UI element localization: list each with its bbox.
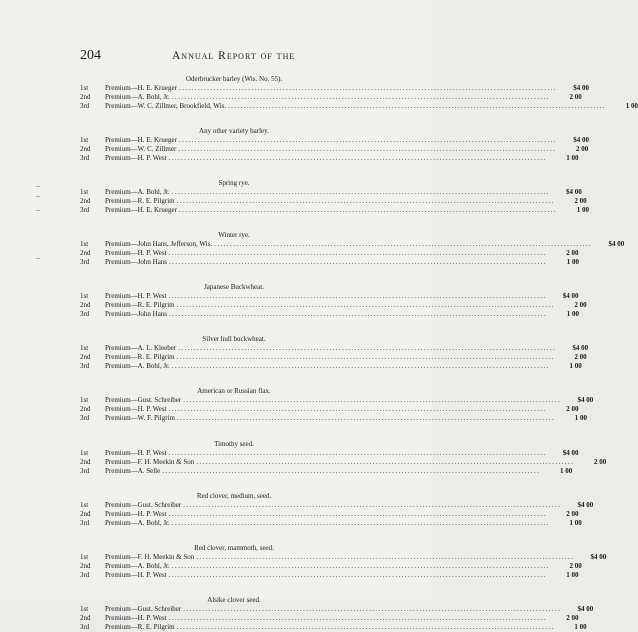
premium-amount: $4 00	[590, 553, 607, 561]
premium-winner: Premium—H. P. West	[105, 571, 167, 579]
premium-amount: 2 00	[574, 197, 587, 205]
premium-winner: Premium—R. E. Pilgrim	[105, 353, 175, 361]
dot-leader: ........................................................................................................................	[183, 605, 562, 613]
premium-row	[80, 344, 589, 353]
premium-section	[80, 595, 594, 632]
premium-amount: 1 00	[574, 623, 587, 631]
premium-row	[80, 249, 579, 258]
section-heading: Spring rye.	[218, 179, 250, 187]
premium-row	[80, 562, 582, 571]
premium-winner: Premium—H. E. Krueger	[105, 206, 177, 214]
premium-row	[80, 405, 579, 414]
premium-amount: 2 00	[574, 301, 587, 309]
dot-leader: ........................................................................................................................	[178, 145, 557, 153]
dot-leader: ........................................................................................................................	[176, 623, 555, 631]
premium-place: 3rd	[80, 519, 90, 527]
premium-section	[80, 74, 638, 111]
premium-row	[80, 501, 594, 510]
premium-amount: 1 00	[566, 258, 580, 266]
page-number: 204	[80, 48, 101, 63]
premium-winner: Premium—H. P. West	[105, 249, 167, 257]
premium-row	[80, 353, 587, 362]
premium-place: 1st	[80, 292, 89, 300]
premium-row	[80, 301, 587, 310]
dot-leader: ........................................................................................................................	[168, 249, 547, 257]
premium-place: 2nd	[80, 614, 91, 622]
premium-section	[80, 543, 607, 580]
premium-place: 2nd	[80, 405, 91, 413]
premium-amount: 1 00	[569, 362, 582, 370]
dot-leader: ........................................................................................................................	[169, 258, 548, 266]
section-heading: Silver hull buckwheat.	[202, 335, 266, 343]
dot-leader: ........................................................................................................................	[176, 301, 555, 309]
premium-winner: Premium—H. P. West	[105, 292, 167, 300]
premium-row	[80, 458, 607, 467]
dot-leader: ........................................................................................................................	[168, 405, 547, 413]
section-heading: Alsike clover seed.	[207, 596, 261, 604]
premium-winner: Premium—W. C. Zillmer	[105, 145, 177, 153]
premium-place: 3rd	[80, 206, 90, 214]
premium-place: 1st	[80, 553, 89, 561]
margin-mark	[36, 210, 40, 211]
premium-amount: 1 00	[569, 519, 582, 527]
premium-winner: Premium—R. E. Pilgrim	[105, 197, 175, 205]
dot-leader: ........................................................................................................................	[171, 519, 550, 527]
section-heading: Winter rye.	[218, 231, 250, 239]
dot-leader: ........................................................................................................................	[171, 562, 550, 570]
premium-listings	[80, 74, 638, 632]
premium-row	[80, 396, 594, 405]
section-heading: Oderbrucker barley (Wis. No. 55).	[185, 75, 283, 83]
premium-section	[80, 230, 625, 267]
premium-amount: 2 00	[566, 510, 579, 518]
dot-leader: ........................................................................................................................	[196, 458, 575, 466]
premium-amount: 2 00	[566, 405, 579, 413]
premium-amount: 1 00	[574, 414, 587, 422]
premium-row	[80, 614, 579, 623]
premium-winner: Premium—A. Bohl, Jr.	[105, 362, 170, 370]
premium-winner: Premium—H. E. Krueger	[105, 84, 177, 92]
premium-winner: Premium—H. P. West	[105, 449, 167, 457]
premium-row	[80, 102, 638, 111]
premium-winner: Premium—R. E. Pilgrim	[105, 301, 175, 309]
premium-place: 1st	[80, 136, 89, 144]
premium-amount: $4 00	[577, 501, 594, 509]
dot-leader: ........................................................................................................................	[178, 344, 557, 352]
premium-section	[80, 491, 594, 528]
dot-leader: ........................................................................................................................	[183, 501, 562, 509]
premium-place: 3rd	[80, 623, 90, 631]
premium-winner: Premium—H. P. West	[105, 510, 167, 518]
dot-leader: ........................................................................................................................	[168, 510, 547, 518]
premium-place: 1st	[80, 344, 89, 352]
premium-amount: 1 00	[576, 206, 589, 214]
dot-leader: ........................................................................................................................	[171, 362, 550, 370]
premium-amount: 2 00	[566, 249, 579, 257]
premium-section	[80, 386, 594, 423]
premium-amount: $4 00	[608, 240, 625, 248]
premium-amount: 2 00	[574, 353, 587, 361]
premium-winner: Premium—A. L. Kleeber	[105, 344, 177, 352]
premium-amount: 2 00	[566, 614, 579, 622]
premium-row	[80, 93, 582, 102]
premium-row	[80, 449, 579, 458]
margin-mark	[36, 196, 40, 197]
premium-amount: 1 00	[566, 154, 579, 162]
dot-leader: ........................................................................................................................	[176, 197, 555, 205]
dot-leader: ........................................................................................................................	[178, 136, 557, 144]
premium-section	[80, 439, 607, 476]
premium-winner: Premium—A. Bohl, Jr.	[105, 188, 170, 196]
margin-mark	[36, 186, 40, 187]
dot-leader: ........................................................................................................................	[171, 188, 550, 196]
premium-row	[80, 414, 587, 423]
premium-amount: $4 00	[572, 344, 589, 352]
premium-row	[80, 197, 587, 206]
premium-winner: Premium—A. Bohl, Jr.	[105, 519, 170, 527]
premium-row	[80, 467, 573, 476]
premium-winner: Premium—R. E. Pilgrim	[105, 623, 175, 631]
margin-mark	[36, 258, 40, 259]
premium-row	[80, 310, 580, 319]
premium-place: 3rd	[80, 467, 90, 475]
premium-place: 2nd	[80, 353, 91, 361]
premium-winner: Premium—John Hans	[105, 310, 168, 318]
premium-amount: 2 00	[576, 145, 589, 153]
premium-amount: $4 00	[566, 188, 582, 196]
premium-winner: Premium—F. H. Meekin & Son	[105, 553, 195, 561]
premium-amount: $4 00	[577, 396, 594, 404]
premium-row	[80, 84, 589, 93]
section-heading: Japanese Buckwheat.	[204, 283, 264, 291]
premium-winner: Premium—A. Bohl, Jr.	[105, 93, 170, 101]
premium-row	[80, 188, 582, 197]
premium-place: 3rd	[80, 571, 90, 579]
dot-leader: ........................................................................................................................	[162, 467, 541, 475]
premium-winner: Premium—Gust. Schreiber	[105, 396, 182, 404]
dot-leader: ........................................................................................................................	[168, 449, 547, 457]
premium-place: 2nd	[80, 249, 91, 257]
premium-row	[80, 605, 594, 614]
premium-amount: 1 00	[559, 467, 573, 475]
premium-place: 1st	[80, 605, 89, 613]
page-header	[80, 48, 370, 64]
premium-winner: Premium—Gust. Schreiber	[105, 501, 182, 509]
premium-place: 2nd	[80, 93, 91, 101]
premium-winner: Premium—W. C. Zillmer, Brookfield, Wis.	[105, 102, 226, 110]
premium-place: 2nd	[80, 510, 91, 518]
premium-amount: $4 00	[573, 84, 589, 92]
premium-place: 2nd	[80, 562, 91, 570]
premium-amount: $4 00	[577, 605, 594, 613]
premium-place: 3rd	[80, 310, 90, 318]
dot-leader: ........................................................................................................................	[176, 353, 555, 361]
premium-row	[80, 136, 589, 145]
premium-section	[80, 282, 587, 319]
dot-leader: ........................................................................................................................	[168, 571, 547, 579]
premium-amount: 1 00	[566, 571, 579, 579]
dot-leader: ........................................................................................................................	[168, 154, 547, 162]
dot-leader: ........................................................................................................................	[168, 614, 547, 622]
dot-leader: ........................................................................................................................	[214, 240, 593, 248]
premium-row	[80, 362, 582, 371]
dot-leader: ........................................................................................................................	[178, 84, 557, 92]
premium-section	[80, 126, 589, 163]
premium-row	[80, 519, 582, 528]
premium-place: 3rd	[80, 102, 90, 110]
premium-row	[80, 145, 589, 154]
premium-row	[80, 510, 579, 519]
premium-place: 1st	[80, 501, 89, 509]
dot-leader: ........................................................................................................................	[169, 310, 548, 318]
premium-place: 3rd	[80, 362, 90, 370]
premium-amount: $4 00	[573, 136, 589, 144]
premium-winner: Premium—John Hans, Jefferson, Wis.	[105, 240, 213, 248]
premium-place: 3rd	[80, 258, 90, 266]
premium-place: 1st	[80, 396, 89, 404]
premium-winner: Premium—John Hans	[105, 258, 168, 266]
section-heading: Red clover, mammoth, seed.	[194, 544, 274, 552]
dot-leader: ........................................................................................................................	[168, 292, 547, 300]
dot-leader: ........................................................................................................................	[178, 206, 557, 214]
dot-leader: ........................................................................................................................	[196, 553, 575, 561]
premium-amount: 1 00	[566, 310, 580, 318]
premium-place: 1st	[80, 449, 89, 457]
premium-place: 3rd	[80, 414, 90, 422]
section-heading: Timothy seed.	[214, 440, 254, 448]
dot-leader: ........................................................................................................................	[176, 414, 555, 422]
premium-section	[80, 178, 589, 215]
premium-amount: $4 00	[562, 292, 579, 300]
premium-place: 1st	[80, 188, 89, 196]
section-heading: Red clover, medium, seed.	[196, 492, 272, 500]
premium-amount: 1 00	[625, 102, 638, 110]
premium-winner: Premium—H. P. West	[105, 614, 167, 622]
premium-row	[80, 154, 579, 163]
premium-winner: Premium—A. Bohl, Jr.	[105, 562, 170, 570]
premium-place: 2nd	[80, 301, 91, 309]
dot-leader: ........................................................................................................................	[183, 396, 562, 404]
premium-amount: 2 00	[594, 458, 607, 466]
premium-place: 3rd	[80, 154, 90, 162]
premium-winner: Premium—H. P. West	[105, 154, 167, 162]
premium-winner: Premium—F. H. Meekin & Son	[105, 458, 195, 466]
premium-place: 1st	[80, 240, 89, 248]
premium-winner: Premium—W. F. Pilgrim	[105, 414, 175, 422]
section-heading: Any other variety barley.	[199, 127, 269, 135]
premium-winner: Premium—Gust. Schreiber	[105, 605, 182, 613]
dot-leader: ........................................................................................................................	[227, 102, 606, 110]
section-heading: American or Russian flax.	[197, 387, 271, 395]
premium-amount: 2 00	[569, 562, 582, 570]
premium-section	[80, 334, 589, 371]
premium-place: 1st	[80, 84, 89, 92]
premium-row	[80, 240, 625, 249]
premium-row	[80, 623, 587, 632]
premium-winner: Premium—H. E. Krueger	[105, 136, 177, 144]
premium-row	[80, 571, 579, 580]
premium-amount: $4 00	[562, 449, 579, 457]
premium-winner: Premium—H. P. West	[105, 405, 167, 413]
premium-row	[80, 206, 589, 215]
premium-amount: 2 00	[569, 93, 582, 101]
dot-leader: ........................................................................................................................	[171, 93, 550, 101]
premium-row	[80, 258, 580, 267]
premium-row	[80, 553, 607, 562]
premium-place: 2nd	[80, 197, 91, 205]
running-head: Annual Report of the	[172, 50, 296, 62]
premium-row	[80, 292, 579, 301]
premium-place: 2nd	[80, 145, 91, 153]
premium-place: 2nd	[80, 458, 91, 466]
premium-winner: Premium—A. Selle	[105, 467, 161, 475]
